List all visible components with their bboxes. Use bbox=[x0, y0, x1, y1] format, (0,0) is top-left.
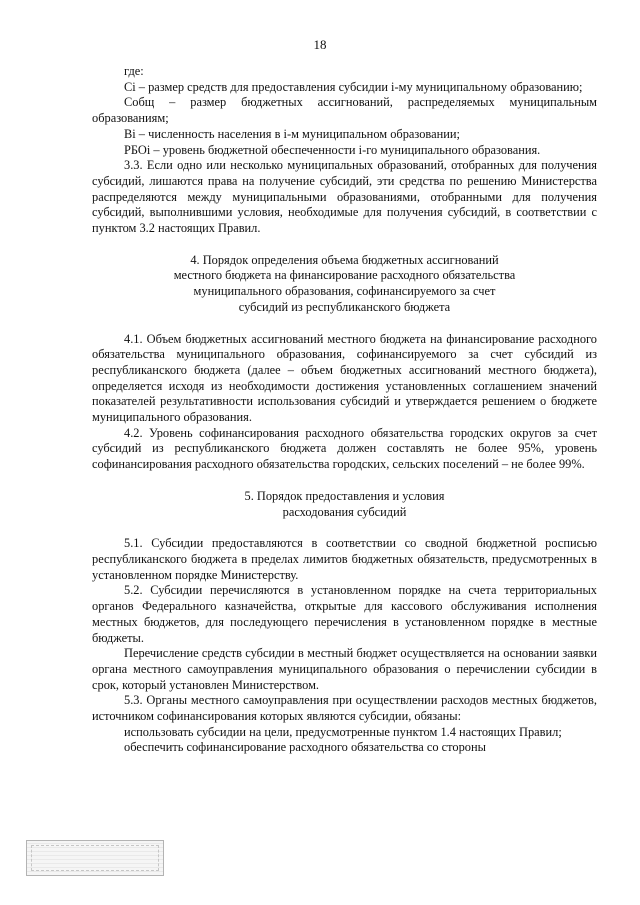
heading-line: 4. Порядок определения объема бюджетных ассигнований bbox=[190, 252, 499, 267]
heading-line: муниципального образования, софинансируемого за счет bbox=[193, 284, 496, 299]
paragraph: обеспечить софинансирование расходного обязательства со стороны bbox=[124, 740, 486, 755]
paragraph: 5.2. Субсидии перечисляются в установленном порядке на счета территориальных органов Федерального казначейства, открытые для кассового обслуживания исполнения местных бюджетов, для последующего перечисления в установленном порядке в местные бюджеты. bbox=[92, 583, 597, 645]
document-body bbox=[92, 64, 597, 756]
paragraph: Cобщ – размер бюджетных ассигнований, распределяемых муниципальным образованиям; bbox=[92, 95, 597, 126]
paragraph: где: bbox=[124, 64, 144, 78]
heading-line: 5. Порядок предоставления и условия bbox=[244, 488, 445, 503]
paragraph: Ci – размер средств для предоставления субсидии i-му муниципальному образованию; bbox=[124, 79, 583, 94]
paragraph: использовать субсидии на цели, предусмотренные пунктом 1.4 настоящих Правил; bbox=[124, 724, 562, 739]
page-number: 18 bbox=[313, 37, 327, 52]
paragraph: Перечисление средств субсидии в местный бюджет осуществляется на основании заявки органа местного самоуправления муниципального образования о перечислении субсидии в срок, который установлен Министерством. bbox=[92, 646, 597, 692]
section-4-heading bbox=[92, 253, 597, 316]
paragraph: 5.3. Органы местного самоуправления при осуществлении расходов местных бюджетов, источником софинансирования которых являются субсидии, обязаны: bbox=[92, 693, 597, 724]
section-5-heading bbox=[92, 489, 597, 520]
formula-legend bbox=[92, 64, 597, 237]
paragraph: РБОi – уровень бюджетной обеспеченности i-го муниципального образования. bbox=[124, 142, 541, 157]
paragraph: 4.2. Уровень софинансирования расходного обязательства городских округов за счет субсидий из республиканского бюджета должен составлять не более 95%, уровень софинансирования расходного обязательства городских, сельских поселений – не более 99%. bbox=[92, 425, 597, 472]
stamp-border bbox=[31, 845, 159, 871]
paragraph: Вi – численность населения в i-м муниципальном образовании; bbox=[124, 126, 460, 141]
heading-line: местного бюджета на финансирование расходного обязательства bbox=[173, 268, 516, 283]
registration-stamp bbox=[26, 840, 164, 876]
section-4-body bbox=[92, 332, 597, 473]
paragraph: 5.1. Субсидии предоставляются в соответствии со сводной бюджетной росписью республиканского бюджета в пределах лимитов бюджетных обязательств, предусмотренных в установленном порядке Министерству. bbox=[92, 536, 597, 582]
paragraph: 4.1. Объем бюджетных ассигнований местного бюджета на финансирование расходного обязательства муниципального образования, софинансируемого за счет субсидий из республиканского бюджета (далее – объем бюджетных ассигнований местного бюджета), определяется исходя из необходимости достижения установленных соглашением значений показателей результативности использования субсидий и утверждается решением о бюджете муниципального образования. bbox=[92, 331, 597, 425]
heading-line: расходования субсидий bbox=[282, 504, 407, 519]
heading-line: субсидий из республиканского бюджета bbox=[238, 299, 451, 314]
paragraph: 3.3. Если одно или несколько муниципальных образований, отобранных для получения субсидий, лишаются права на получение субсидий, эти средства по решению Министерства распределяются между муниципальными образованиями, отобранными для получения субсидий, выполнившими условия, необходимые для получения субсидий, в соответствии с пунктом 3.2 настоящих Правил. bbox=[92, 158, 597, 236]
section-5-body bbox=[92, 536, 597, 756]
